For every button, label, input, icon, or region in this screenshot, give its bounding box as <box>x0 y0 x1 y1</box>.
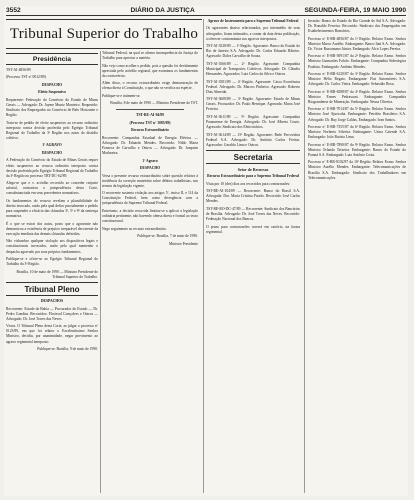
journal-name: DIÁRIO DA JUSTIÇA <box>130 7 195 14</box>
paragraph: Não vejo como acolher o pedido, pois a questão foi devidamente apreciada pelo acórdão regional, que examinou os fundamentos da controvérsia. <box>102 63 198 78</box>
subheading: Recurso Extraordinário para o Supremo Tribunal Federal <box>207 174 299 179</box>
case-entry: TST-RE-AI-104/89 — Recorrente: Banco do Brasil S.A. Advogada: Dra. Maria Cristina Paixão. Recorrido: José Carlos Mendes. <box>206 189 300 204</box>
subheading: DESPACHO <box>41 82 63 87</box>
case-number: TST-AI-4856/89 <box>6 68 31 72</box>
case-entry: TST-AI-3611/89 — 9ª Região. Agravante: Companhia Paranaense de Energia. Advogado: Dr. José Alberto Couto. Agravado: Sindicato dos Eletricitários. <box>206 114 300 130</box>
case-entry: Processo nº E-RR-7355/87 da 6ª Região. Relator Exmo. Senhor Ministro Norberto Silveira. Embargante: Usina Catende S.A. Embargado: João Batista Lima. <box>308 125 406 140</box>
column-divider <box>203 19 204 493</box>
signature-line: Publique-se. Brasília, 9 de maio de 1990. <box>37 347 98 352</box>
subheading: 1º Agravo <box>142 158 158 163</box>
subheading: Setor de Recursos <box>237 167 269 173</box>
paragraph: Tribunal Federal, na qual se afirma incompetência da Justiça do Trabalho para apreciar a matéria. <box>102 51 198 61</box>
paragraph: Não vislumbro qualquer violação aos dispositivos legais e constitucionais invocados, razão pela qual mantenho o despacho agravado por seus próprios fundamentos. <box>6 239 98 254</box>
case-entry: TST-RE-RO-DC-47/89 — Recorrente: Sindicato dos Bancários de Brasília. Advogado: Dr. José Torres das Neves. Recorrido: Federação Nacional dos Bancos. <box>206 206 300 222</box>
signature-line: Brasília, 10 de maio de 1990 — Ministro Presidente do Tribunal Superior do Trabalho. <box>16 269 98 279</box>
column-1 <box>6 51 98 493</box>
signature-line: Publique-se. Brasília, 7 de maio de 1990. <box>137 234 198 239</box>
paragraph: Publique-se e intimem-se. <box>102 93 141 98</box>
case-entry: TST-AI-3566/89 — 2ª Região. Agravante: Companhia Municipal de Transportes Coletivos. Advogado: Dr. Cláudio Hernandes. Agravados: Luiz Carlos da Silva e Outros. <box>206 61 300 77</box>
case-ref: (Processo TST nº 0012/89) <box>6 75 46 80</box>
paragraph: Nego seguimento ao recurso extraordinário. <box>102 226 167 231</box>
column-divider <box>100 51 101 493</box>
paragraph: Alega-se que o v. acórdão recorrido ao conceder reajuste salarial, contrariou a jurisprudência desta Corte, consubstanciada em seus precedentes normativos. <box>6 181 98 196</box>
subheading: DESPACHOS <box>40 299 64 304</box>
case-entry: Processo nº E-RR-7014/87 da 5ª Região. Relator Exmo. Senhor Ministro José Ajuricaba. Embargante: Petróleo Brasileiro S.A. Advogado: Dr. Ruy Jorge Caldas. Embargado: Ivan Santos. <box>308 107 406 122</box>
case-entry: Processo nº E-RR-5091/87 da 2ª Região. Relator Exmo. Senhor Ministro Guimarães Falcão. Embargante: Companhia Siderúrgica Paulista. Embargado: Antônio Mendes. <box>308 54 406 69</box>
paragraph: Os fundamentos do recurso revelam a plausibilidade do direito invocado, razão pela qual defiro parcialmente o pedido para suspender a eficácia das cláusulas 3ª, 5ª e 9ª da sentença normativa. <box>6 198 98 219</box>
case-number: TST-RE-AI-94/89 <box>136 113 164 118</box>
paragraph: O recorrente sustenta violação aos artigos 5º, inciso II, e 114 da Constituição Federal, bem como divergência com a jurisprudência do Supremo Tribunal Federal. <box>102 191 198 206</box>
paragraph: Invasão: Banco do Estado do Rio Grande do Sul S.A. Advogado: Dr. Ronaldo Ferreira. Recorrido: Sindicato dos Empregados em Estabelecimentos Bancários. <box>308 19 406 34</box>
paragraph: Recorrente: Companhia Estadual de Energia Elétrica — Advogado: Dr. Eduardo Mendes. Recorrido: Nildo Maria Fonseca de Carvalho e Outros — Advogado: Dr. Joaquim Madureira. <box>102 135 198 156</box>
column-3 <box>206 19 300 493</box>
subheading: DESPACHO <box>41 150 63 155</box>
subheading: Agravo de Instrumento para o Supremo Tribunal Federal <box>207 19 299 23</box>
paragraph: A Federação do Comércio do Estado de Minas Gerais requer efeito suspensivo ao recurso ordinário interposto contra decisão proferida pelo Egrégio Tribunal Regional do Trabalho da 3ª Região no processo TRT-DC-62/89. <box>6 158 98 178</box>
column-divider <box>304 19 305 493</box>
page-number: 3552 <box>6 7 21 14</box>
masthead-title: Tribunal Superior do Trabalho <box>9 25 199 42</box>
paragraph: Publique-se e oficie-se ao Egrégio Tribunal Regional do Trabalho da 3ª Região. <box>6 256 98 267</box>
case-entry: TST-AI-3608/89 — 3ª Região. Agravante: Estado de Minas Gerais. Procurador: Dr. Paulo Henrique. Agravada: Maria José Ferreira. <box>206 97 300 112</box>
paragraph: Entretanto, a decisão recorrida limitou-se a aplicar a legislação ordinária pertinente, não havendo ofensa direta e frontal ao texto constitucional. <box>102 208 198 224</box>
subheading: DESPACHO <box>139 166 161 171</box>
paragraph: É o que se extrai dos autos, posto que o agravante não demonstrou a existência de prejuízo irreparável decorrente da execução imediata das demais cláusulas deferidas. <box>6 221 98 236</box>
paragraph: Requerente: Federação do Comércio do Estado de Minas Gerais — Advogado: Dr. Jayme Muniz Monteiro. Requerido: Sindicato dos Empregados no Comércio de Belo Horizonte e Região. <box>6 97 98 118</box>
paragraph: O prazo para contrarrazões correrá em cartório, na forma regimental. <box>206 224 300 234</box>
section-heading-secretaria: Secretaria <box>206 150 300 164</box>
paragraph: Além disso, o recurso extraordinário exige demonstração de ofensa direta à Constituição, o que não se verifica na espécie. <box>102 81 198 91</box>
divider-rule <box>116 109 184 110</box>
section-heading-presidencia: Presidência <box>6 53 98 65</box>
case-entry: Processo nº E-RR-6588/87 da 4ª Região. Relator Exmo. Senhor Ministro Ermes Pedrassani. Embargante: Companhia Riograndense de Mineração. Embargada: Neusa Oliveira. <box>308 89 406 104</box>
section-heading-tribunal-pleno: Tribunal Pleno <box>6 282 98 296</box>
case-entry: Processo nº E-RR-7890/87 da 9ª Região. Relator Exmo. Senhor Ministro Orlando Teixeira. Embargante: Banco do Estado do Paraná S.A. Embargado: Luiz Antônio Costa. <box>308 142 406 157</box>
subheading: Efeito Suspensivo <box>38 90 66 95</box>
case-entry: TST-AI-3528/89 — 1ª Região. Agravante: Banco do Estado do Rio de Janeiro S.A. Advogado: Dr. Carlos Eduardo Ribeiro. Agravado: Dalva Carvalho de Souza. <box>206 44 300 59</box>
journal-page <box>4 6 408 496</box>
paragraph: Os agravantes abaixo relacionados, por intermédio de seus advogados, ficam intimados, a contar da data desta publicação, a oferecer contraminuta aos agravos interpostos. <box>206 26 300 41</box>
case-entry: Processo nº E-RR-4856/87 da 1ª Região. Relator Exmo. Senhor Ministro Marco Aurélio. Embargante: Banco Itaú S.A. Advogado: Dr. Victor Russomano Júnior. Embargado: Alcir Lopes Pereira. <box>308 36 406 51</box>
paragraph: Vistos. O Tribunal Pleno desta Corte, ao julgar o processo nº 0123/89, em que foi relator o Excelentíssimo Senhor Ministro, decidiu, por unanimidade, negar provimento ao agravo regimental interposto. <box>6 324 98 344</box>
column-2 <box>102 51 198 493</box>
case-entry: TST-AI-3581/89 — 4ª Região. Agravante: Caixa Econômica Federal. Advogado: Dr. Marcos Pinheiro. Agravado: Roberto Dias Almeida. <box>206 79 300 94</box>
column-4 <box>308 19 406 493</box>
case-entry: TST-AI-3614/89 — 15ª Região. Agravante: Rede Ferroviária Federal S.A. Advogado: Dr. Antônio Carlos Freitas. Agravados: Geraldo Lima e Outros. <box>206 132 300 147</box>
case-entry: Processo nº E-RR-8102/87 da 10ª Região. Relator Exmo. Senhor Ministro Aurélio Mendes. Embargante: Telecomunicações de Brasília S.A. Embargado: Sindicato dos Trabalhadores em Telecomunicações. <box>308 160 406 180</box>
running-header <box>6 6 406 16</box>
subheading: 1º AGRAVO <box>42 143 62 148</box>
paragraph: Versa o presente recurso extraordinário sobre questão relativa à incidência da correção monetária sobre débitos trabalhistas, nos termos da legislação vigente. <box>102 173 198 188</box>
paragraph: Vista por 10 (dez) dias aos recorridos para contrarrazões: <box>206 181 291 186</box>
case-ref: (Processo TST nº 1085/89) <box>129 120 171 125</box>
issue-date: SEGUNDA-FEIRA, 19 MAIO 1990 <box>304 7 406 14</box>
case-entry: Processo nº E-RR-6120/87 da 3ª Região. Relator Exmo. Senhor Ministro Hélio Regato. Embargante: Fiat Automóveis S.A. Advogado: Dr. Carlos Vieira. Embargado: Sebastião Rosa. <box>308 72 406 87</box>
subheading: Recurso Extraordinário <box>131 128 169 133</box>
court-masthead <box>6 19 202 49</box>
signature-line: Ministro Presidente <box>169 241 198 246</box>
signature-line: Brasília, 8 de maio de 1990 — Ministro Presidente do TST. <box>110 101 198 106</box>
paragraph: Trata-se de pedido de efeito suspensivo ao recurso ordinário interposto contra decisão proferida pelo Egrégio Tribunal Regional do Trabalho da 3ª Região nos autos do dissídio coletivo. <box>6 120 98 140</box>
paragraph: Recorrente: Estado da Bahia — Procurador do Estado — Dr. Pedro Gondim. Recorridos: Florisval Gonçalves e Outros — Advogado: Dr. José Torres das Neves. <box>6 306 98 321</box>
